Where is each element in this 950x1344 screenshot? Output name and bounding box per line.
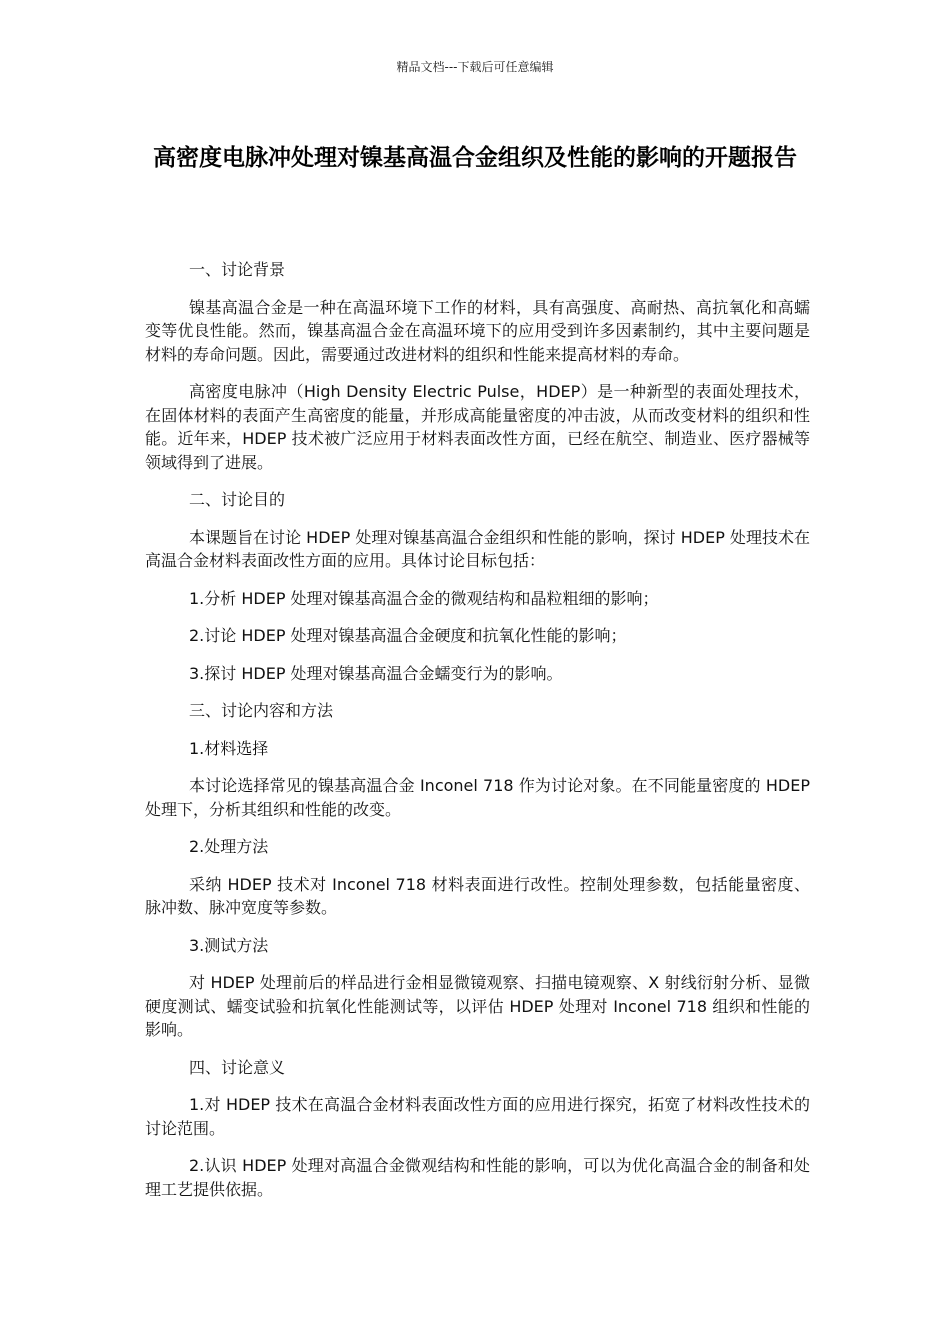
document-body bbox=[145, 258, 810, 1215]
section-heading: 四、讨论意义 bbox=[189, 1057, 286, 1077]
subsection-heading: 1.材料选择 bbox=[189, 738, 269, 758]
header-note: 精品文档---下载后可任意编辑 bbox=[396, 60, 554, 74]
subsection-heading: 2.处理方法 bbox=[189, 837, 269, 856]
section-heading: 一、讨论背景 bbox=[189, 260, 286, 279]
paragraph: 1.对 HDEP 技术在高温合金材料表面改性方面的应用进行探究，拓宽了材料改性技术的讨论范围。 bbox=[145, 1095, 810, 1138]
paragraph: 本讨论选择常见的镍基高温合金 Inconel 718 作为讨论对象。在不同能量密度的 HDEP 处理下，分析其组织和性能的改变。 bbox=[145, 776, 810, 819]
list-item: 1.分析 HDEP 处理对镍基高温合金的微观结构和晶粒粗细的影响； bbox=[189, 588, 659, 608]
list-item: 2.讨论 HDEP 处理对镍基高温合金硬度和抗氧化性能的影响； bbox=[189, 626, 627, 645]
paragraph: 对 HDEP 处理前后的样品进行金相显微镜观察、扫描电镜观察、X 射线衍射分析、显微硬度测试、蠕变试验和抗氧化性能测试等，以评估 HDEP 处理对 Inconel 718 组织和性能的影响。 bbox=[145, 973, 810, 1039]
document-title: 高密度电脉冲处理对镍基高温合金组织及性能的影响的开题报告 bbox=[153, 145, 797, 171]
paragraph: 镍基高温合金是一种在高温环境下工作的材料，具有高强度、高耐热、高抗氧化和高蠕变等优良性能。然而，镍基高温合金在高温环境下的应用受到许多因素制约，其中主要问题是材料的寿命问题。因此，需要通过改进材料的组织和性能来提高材料的寿命。 bbox=[145, 297, 810, 364]
subsection-heading: 3.测试方法 bbox=[189, 935, 269, 955]
paragraph: 采纳 HDEP 技术对 Inconel 718 材料表面进行改性。控制处理参数，包括能量密度、脉冲数、脉冲宽度等参数。 bbox=[145, 874, 810, 917]
list-item: 3.探讨 HDEP 处理对镍基高温合金蠕变行为的影响。 bbox=[189, 663, 563, 683]
paragraph: 2.认识 HDEP 处理对高温合金微观结构和性能的影响，可以为优化高温合金的制备和处理工艺提供依据。 bbox=[145, 1156, 810, 1199]
section-heading: 二、讨论目的 bbox=[189, 490, 286, 509]
paragraph: 本课题旨在讨论 HDEP 处理对镍基高温合金组织和性能的影响，探讨 HDEP 处理技术在高温合金材料表面改性方面的应用。具体讨论目标包括： bbox=[145, 527, 810, 570]
section-heading: 三、讨论内容和方法 bbox=[189, 701, 334, 720]
paragraph: 高密度电脉冲（High Density Electric Pulse，HDEP）是一种新型的表面处理技术，在固体材料的表面产生高密度的能量，并形成高能量密度的冲击波，从而改变材料的组织和性能。近年来，HDEP 技术被广泛应用于材料表面改性方面，已经在航空、制造业、医疗器械等领域得到了进展。 bbox=[145, 382, 810, 472]
